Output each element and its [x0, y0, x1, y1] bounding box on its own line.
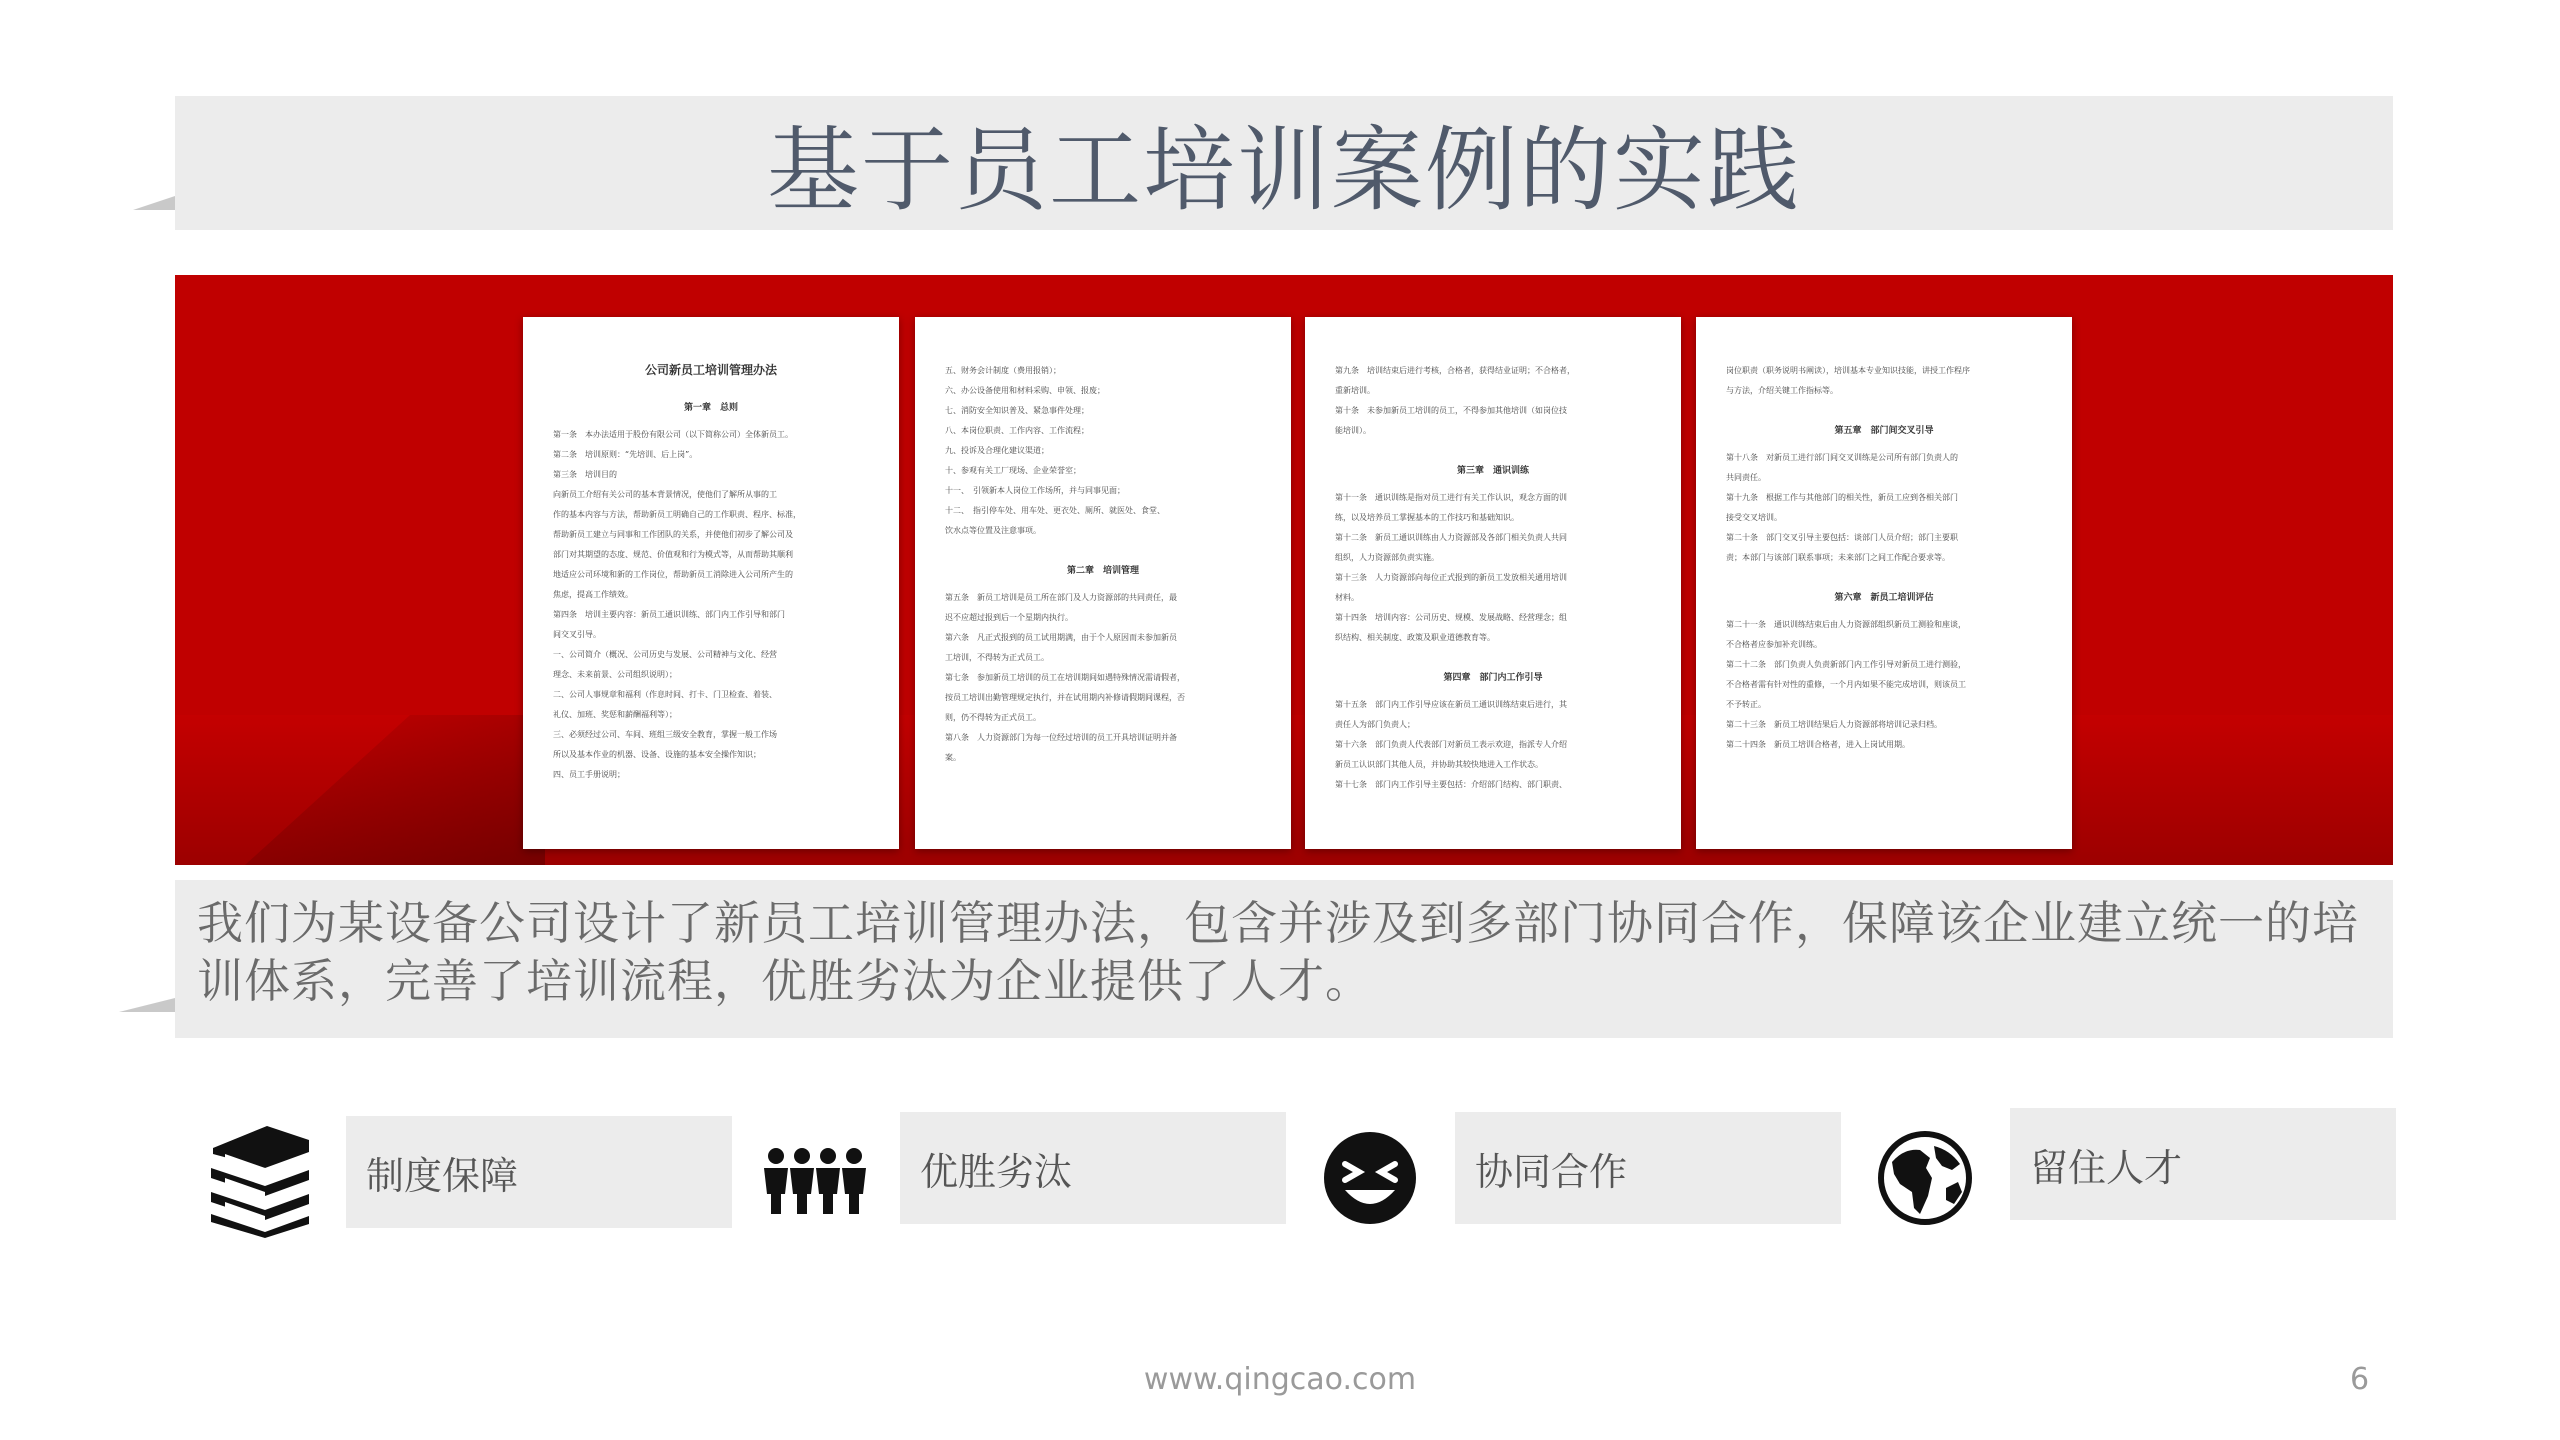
document-line: 不合格者应参加补充训练。	[1726, 640, 1822, 649]
document-line: 能培训）。	[1335, 426, 1371, 435]
document-line: 案。	[945, 753, 961, 762]
document-line: 第十七条 部门内工作引导主要包括：介绍部门结构、部门职责、	[1335, 780, 1567, 789]
footer-url: www.qingcao.com	[1143, 1362, 1417, 1397]
feature-label: 协同合作	[1475, 1149, 1628, 1194]
document-line: 五、财务会计制度（费用报销）；	[945, 366, 1061, 375]
document-heading: 第二章 培训管理	[1066, 566, 1139, 576]
description-band	[175, 880, 2393, 1038]
document-heading: 第三章 通识训练	[1456, 466, 1529, 476]
document-page-1	[523, 317, 899, 849]
globe-icon	[1870, 1118, 1980, 1238]
document-line: 按员工培训出勤管理规定执行，并在试用期内补修请假期间课程，否	[945, 693, 1185, 702]
document-showcase	[175, 275, 2393, 865]
document-page-3	[1305, 317, 1681, 849]
slide-title: 基于员工培训案例的实践	[766, 117, 1801, 224]
document-line: 则，仍不得转为正式员工。	[945, 713, 1041, 722]
document-line: 第九条 培训结束后进行考核，合格者，获得结业证明；不合格者，	[1335, 366, 1575, 375]
document-page-4	[1696, 317, 2072, 849]
document-line: 礼仪、加班、奖惩和薪酬福利等）；	[553, 710, 677, 719]
document-line: 新员工认识部门其他人员，并协助其较快地进入工作状态。	[1335, 760, 1543, 769]
document-line: 迟不应超过报到后一个星期内执行。	[945, 613, 1073, 622]
document-line: 七、消防安全知识普及、紧急事件处理；	[945, 406, 1089, 415]
document-heading: 第四章 部门内工作引导	[1443, 673, 1543, 683]
document-line: 组织，人力资源部负责实施。	[1335, 553, 1439, 562]
document-line: 第七条 参加新员工培训的员工在培训期间如遇特殊情况需请假者，	[945, 673, 1185, 682]
document-line: 责；本部门与该部门联系事项；未来部门之间工作配合要求等。	[1726, 553, 1950, 562]
document-line: 第五条 新员工培训是员工所在部门及人力资源部的共同责任，最	[945, 593, 1177, 602]
document-line: 第二十条 部门交叉引导主要包括：谈部门人员介绍；部门主要职	[1726, 533, 1958, 542]
feature-card-1	[346, 1116, 732, 1228]
document-line: 重新培训。	[1335, 386, 1375, 395]
document-line: 九、投诉及合理化建议渠道；	[945, 446, 1049, 455]
document-sections	[945, 361, 1261, 768]
document-line: 第二条 培训原则：“先培训、后上岗”。	[553, 450, 698, 459]
document-line: 六、办公设备使用和材料采购、申领、报废；	[945, 386, 1105, 395]
feature-card-2	[900, 1112, 1286, 1224]
document-line: 理念、未来前景、公司组织说明）；	[553, 670, 677, 679]
document-line: 第二十三条 新员工培训结果后人力资源部将培训记录归档。	[1726, 720, 1942, 729]
document-line: 不予转正。	[1726, 700, 1766, 709]
document-page-2	[915, 317, 1291, 849]
books-icon	[205, 1118, 315, 1238]
document-line: 第四条 培训主要内容：新员工通识训练、部门内工作引导和部门	[553, 610, 785, 619]
document-line: 一、公司简介（概况、公司历史与发展、公司精神与文化、经营	[553, 650, 777, 659]
document-line: 第十三条 人力资源部向每位正式报到的新员工发放相关通用培训	[1335, 573, 1567, 582]
document-line: 第二十四条 新员工培训合格者，进入上岗试用期。	[1726, 740, 1910, 749]
document-sections	[1335, 361, 1651, 795]
document-line: 四、员工手册说明；	[553, 770, 625, 779]
document-line: 焦虑，提高工作绩效。	[553, 590, 633, 599]
grinning-face-icon	[1315, 1118, 1425, 1238]
document-line: 练，以及培养员工掌握基本的工作技巧和基础知识。	[1335, 513, 1519, 522]
document-line: 第十六条 部门负责人代表部门对新员工表示欢迎，指派专人介绍	[1335, 740, 1567, 749]
document-line: 第十条 未参加新员工培训的员工，不得参加其他培训（如岗位技	[1335, 406, 1567, 415]
document-line: 第八条 人力资源部门为每一位经过培训的员工开具培训证明并备	[945, 733, 1177, 742]
document-line: 材料。	[1335, 593, 1359, 602]
description-text: 我们为某设备公司设计了新员工培训管理办法，包含并涉及到多部门协同合作，保障该企业建立统一的培训体系，完善了培训流程，优胜劣汰为企业提供了人才。	[197, 896, 2359, 1008]
document-line: 八、本岗位职责、工作内容、工作流程；	[945, 426, 1089, 435]
document-heading: 第五章 部门间交叉引导	[1834, 426, 1934, 436]
document-line: 接受交叉培训。	[1726, 513, 1782, 522]
people-group-icon	[760, 1118, 870, 1238]
document-line: 不合格者需有针对性的重修，一个月内如果不能完成培训，则该员工	[1726, 680, 1966, 689]
document-line: 岗位职责（职务说明书阐读），培训基本专业知识技能，讲授工作程序	[1726, 366, 1970, 375]
title-band-shadow	[133, 196, 175, 210]
document-line: 织结构、相关制度、政策及职业道德教育等。	[1335, 633, 1495, 642]
document-sections	[1726, 361, 2042, 755]
document-line: 与方法，介绍关键工作指标等。	[1726, 386, 1838, 395]
page-number: 6	[2350, 1362, 2370, 1397]
document-heading: 第一章 总则	[683, 403, 738, 413]
document-line: 十二、 指引停车处、用车处、更衣处、厕所、就医处、食堂、	[945, 506, 1165, 515]
document-line: 第二十二条 部门负责人负责新部门内工作引导对新员工进行测验，	[1726, 660, 1966, 669]
document-sections	[553, 400, 869, 785]
document-line: 十、参观有关工厂现场、企业荣誉室；	[945, 466, 1081, 475]
document-line: 共同责任。	[1726, 473, 1766, 482]
document-line: 第十二条 新员工通识训练由人力资源部及各部门相关负责人共同	[1335, 533, 1567, 542]
document-line: 帮助新员工建立与同事和工作团队的关系，并使他们初步了解公司及	[553, 530, 793, 539]
document-line: 作的基本内容与方法，帮助新员工明确自己的工作职责、程序、标准，	[553, 510, 801, 519]
document-line: 第一条 本办法适用于股份有限公司（以下简称公司）全体新员工。	[553, 430, 793, 439]
document-line: 十一、 引领新本人岗位工作场所，并与同事见面；	[945, 486, 1125, 495]
document-line: 间交叉引导。	[553, 630, 601, 639]
document-line: 第六条 凡正式报到的员工试用期满，由于个人原因而未参加新员	[945, 633, 1177, 642]
document-line: 向新员工介绍有关公司的基本背景情况，使他们了解所从事的工	[553, 490, 777, 499]
document-line: 地适应公司环境和新的工作岗位，帮助新员工消除进入公司所产生的	[553, 570, 793, 579]
document-line: 工培训，不得转为正式员工。	[945, 653, 1049, 662]
document-line: 责任人为部门负责人；	[1335, 720, 1415, 729]
document-line: 第二十一条 通识训练结束后由人力资源部组织新员工测验和座谈，	[1726, 620, 1966, 629]
document-line: 二、公司人事规章和福利（作息时间、打卡、门卫检查、着装、	[553, 690, 777, 699]
document-line: 所以及基本作业的机器、设备、设施的基本安全操作知识；	[553, 750, 761, 759]
document-line: 第三条 培训目的	[553, 470, 617, 479]
document-line: 饮水点等位置及注意事项。	[945, 526, 1041, 535]
document-line: 三、必须经过公司、车间、班组三级安全教育，掌握一般工作场	[553, 730, 777, 739]
document-line: 第十八条 对新员工进行部门间交叉训练是公司所有部门负责人的	[1726, 453, 1958, 462]
description-band-shadow	[119, 998, 175, 1012]
document-title: 公司新员工培训管理办法	[644, 363, 777, 377]
document-line: 第十四条 培训内容：公司历史、规模、发展战略、经营理念；组	[1335, 613, 1567, 622]
document-line: 部门对其期望的态度、规范、价值观和行为模式等，从而帮助其顺利	[553, 550, 793, 559]
feature-label: 制度保障	[366, 1153, 519, 1198]
document-line: 第十一条 通识训练是指对员工进行有关工作认识，观念方面的训	[1335, 493, 1567, 502]
feature-label: 留住人才	[2030, 1145, 2183, 1190]
feature-card-3	[1455, 1112, 1841, 1224]
document-line: 第十五条 部门内工作引导应该在新员工通识训练结束后进行，其	[1335, 700, 1567, 709]
document-heading: 第六章 新员工培训评估	[1834, 593, 1934, 603]
feature-label: 优胜劣汰	[920, 1149, 1073, 1194]
title-band	[175, 96, 2393, 230]
feature-card-4	[2010, 1108, 2396, 1220]
document-line: 第十九条 根据工作与其他部门的相关性，新员工应到各相关部门	[1726, 493, 1958, 502]
